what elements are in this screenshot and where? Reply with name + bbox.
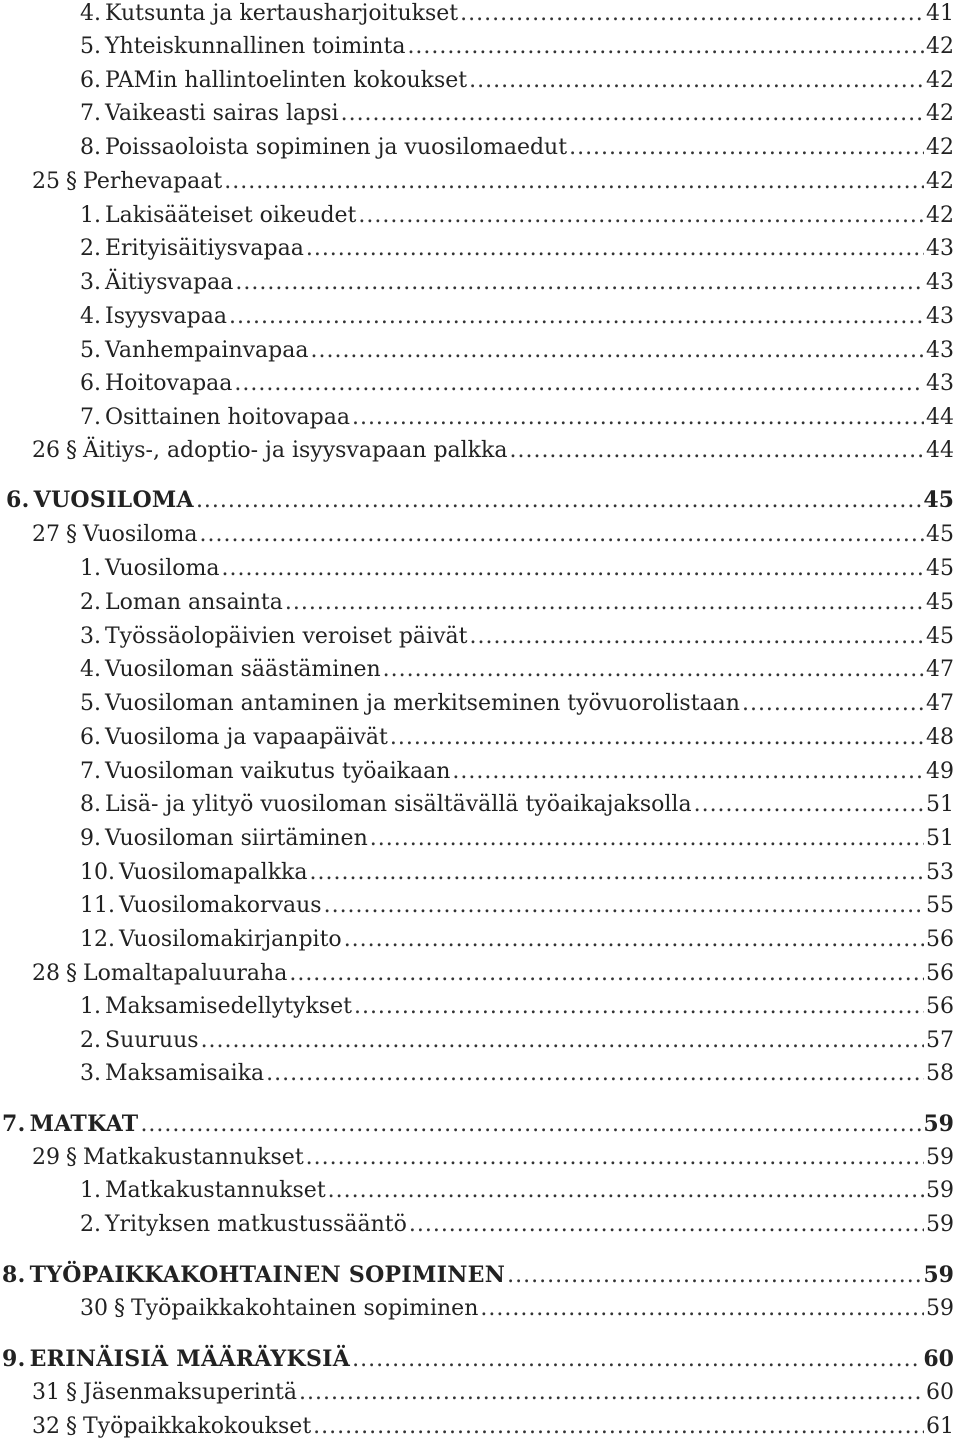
section-number: 28	[32, 961, 60, 986]
entry-title: Lomaltapaluuraha	[83, 961, 288, 986]
page-number: 42	[926, 135, 954, 160]
entry-title: Matkakustannukset	[105, 1178, 326, 1203]
dot-leader	[234, 367, 924, 401]
entry-number: 7.	[80, 759, 101, 784]
page-number: 60	[926, 1380, 954, 1405]
entry-number: 7.	[80, 101, 101, 126]
page-number: 49	[926, 759, 954, 784]
toc-entry	[0, 1208, 960, 1242]
page-number: 42	[926, 34, 954, 59]
entry-title: Lisä- ja ylityö vuosiloman sisältävällä työaikajaksolla	[105, 792, 692, 817]
dot-leader	[310, 856, 925, 890]
page-number: 43	[926, 338, 954, 363]
entry-number: 8.	[80, 135, 101, 160]
page-number: 57	[926, 1028, 954, 1053]
toc-section-entry	[0, 1376, 960, 1410]
entry-title: Yrityksen matkustussääntö	[105, 1212, 407, 1237]
entry-title: Vuosilomakirjanpito	[119, 927, 342, 952]
toc-entry-label	[80, 889, 322, 923]
entry-number: 4.	[80, 1, 101, 26]
entry-number: 2.	[80, 590, 101, 615]
entry-number: 7.	[2, 1111, 26, 1137]
toc-chapter-heading	[0, 1258, 960, 1292]
section-sign-icon: §	[66, 961, 77, 986]
page-number: 59	[923, 1262, 954, 1288]
toc-entry	[0, 923, 960, 957]
section-number: 29	[32, 1145, 60, 1170]
toc-entry-label	[80, 64, 467, 98]
toc-entry-label	[80, 266, 233, 300]
dot-leader	[328, 1174, 924, 1208]
dot-leader	[299, 1376, 924, 1410]
dot-leader	[358, 199, 924, 233]
toc-entry	[0, 721, 960, 755]
toc-entry-label	[80, 1024, 199, 1058]
toc-entry	[0, 367, 960, 401]
entry-title: Hoitovapaa	[105, 371, 233, 396]
dot-leader	[289, 957, 924, 991]
toc-entry-label	[80, 653, 381, 687]
entry-title: Kutsunta ja kertausharjoitukset	[105, 1, 459, 26]
entry-title: Työssäolopäivien veroiset päivät	[105, 624, 468, 649]
toc-entry	[0, 586, 960, 620]
toc-chapter-heading	[0, 483, 960, 517]
dot-leader	[354, 990, 924, 1024]
page-number: 53	[926, 860, 954, 885]
entry-number: 5.	[80, 691, 101, 716]
page-number: 41	[926, 1, 954, 26]
page-number: 43	[926, 236, 954, 261]
page-number: 59	[926, 1178, 954, 1203]
toc-entry-label	[80, 232, 304, 266]
page-number: 42	[926, 101, 954, 126]
toc-entry-label	[80, 367, 232, 401]
entry-number: 12.	[80, 927, 115, 952]
entry-title: Matkakustannukset	[83, 1145, 304, 1170]
dot-leader	[390, 721, 924, 755]
dot-leader	[352, 1343, 921, 1377]
entry-number: 10.	[80, 860, 115, 885]
toc-entry-label	[80, 131, 567, 165]
entry-number: 1.	[80, 1178, 101, 1203]
section-sign-icon: §	[114, 1296, 125, 1321]
dot-leader	[407, 30, 924, 64]
page-number: 58	[926, 1061, 954, 1086]
section-number: 27	[32, 522, 60, 547]
toc-entry	[0, 1057, 960, 1091]
toc-entry-label	[80, 788, 692, 822]
toc-chapter-heading	[0, 1342, 960, 1376]
section-number: 26	[32, 438, 60, 463]
page-number: 44	[926, 405, 954, 430]
entry-number: 6.	[80, 725, 101, 750]
toc-entry-label	[32, 1141, 304, 1175]
toc-entry	[0, 401, 960, 435]
page-number: 42	[926, 169, 954, 194]
toc-entry-label	[32, 434, 507, 468]
toc-entry-label	[80, 1174, 326, 1208]
entry-number: 8.	[2, 1262, 26, 1288]
toc-entry-label	[80, 1208, 407, 1242]
page-number: 47	[926, 657, 954, 682]
entry-title: Vuosiloman säästäminen	[105, 657, 381, 682]
dot-leader	[229, 300, 924, 334]
entry-number: 6.	[80, 371, 101, 396]
entry-number: 1.	[80, 994, 101, 1019]
page-number: 45	[926, 522, 954, 547]
entry-number: 3.	[80, 1061, 101, 1086]
page-number: 56	[926, 927, 954, 952]
page-number: 45	[926, 556, 954, 581]
entry-number: 2.	[80, 1028, 101, 1053]
entry-title: Vuosiloman siirtäminen	[105, 826, 368, 851]
entry-number: 5.	[80, 338, 101, 363]
toc-entry-label	[32, 957, 287, 991]
toc-entry	[0, 199, 960, 233]
toc-entry-label	[80, 687, 740, 721]
page-number: 61	[926, 1414, 954, 1439]
dot-leader	[694, 788, 924, 822]
page-number: 42	[926, 203, 954, 228]
page-number: 59	[926, 1296, 954, 1321]
toc-entry-label	[80, 401, 350, 435]
dot-leader	[224, 165, 924, 199]
entry-number: 9.	[2, 1346, 26, 1372]
page-number: 56	[926, 994, 954, 1019]
dot-leader	[469, 620, 924, 654]
toc-entry	[0, 788, 960, 822]
toc-section-entry	[0, 434, 960, 468]
entry-number: 11.	[80, 893, 115, 918]
toc-entry	[0, 266, 960, 300]
entry-number: 1.	[80, 203, 101, 228]
page-number: 55	[926, 893, 954, 918]
entry-number: 7.	[80, 405, 101, 430]
toc-entry	[0, 1174, 960, 1208]
dot-leader	[383, 653, 924, 687]
entry-number: 6.	[80, 68, 101, 93]
page-number: 45	[926, 624, 954, 649]
entry-title: VUOSILOMA	[33, 487, 194, 513]
toc-chapter-heading	[0, 1107, 960, 1141]
dot-leader	[341, 97, 924, 131]
entry-title: ERINÄISIÄ MÄÄRÄYKSIÄ	[29, 1346, 351, 1372]
entry-title: Suuruus	[105, 1028, 199, 1053]
toc-entry-label	[80, 199, 356, 233]
dot-leader	[480, 1292, 924, 1326]
entry-title: Vuosilomapalkka	[119, 860, 308, 885]
entry-title: Erityisäitiysvapaa	[105, 236, 304, 261]
entry-title: Osittainen hoitovapaa	[105, 405, 350, 430]
toc-entry-label	[80, 586, 283, 620]
entry-title: Poissaoloista sopiminen ja vuosilomaedut	[105, 135, 568, 160]
toc-section-entry	[0, 1141, 960, 1175]
toc-entry-label	[80, 721, 388, 755]
toc-entry-label	[32, 1410, 311, 1444]
toc-entry-label	[32, 1376, 297, 1410]
toc-entry-label	[2, 1342, 350, 1376]
dot-leader	[452, 755, 924, 789]
toc-entry-label	[80, 1292, 478, 1326]
entry-title: Maksamisedellytykset	[105, 994, 352, 1019]
page-number: 56	[926, 961, 954, 986]
page-number: 51	[926, 826, 954, 851]
page-number: 45	[923, 487, 954, 513]
section-number: 31	[32, 1380, 60, 1405]
entry-title: Yhteiskunnallinen toiminta	[105, 34, 406, 59]
entry-title: Perhevapaat	[83, 169, 223, 194]
toc-section-entry	[0, 957, 960, 991]
toc-entry-label	[80, 755, 450, 789]
page-number: 59	[926, 1145, 954, 1170]
dot-leader	[469, 64, 924, 98]
toc-entry-label	[80, 552, 219, 586]
toc-entry	[0, 131, 960, 165]
page-number: 42	[926, 68, 954, 93]
entry-title: Maksamisaika	[105, 1061, 265, 1086]
toc-entry	[0, 620, 960, 654]
toc-section-entry	[0, 518, 960, 552]
dot-leader	[370, 822, 924, 856]
page-number: 48	[926, 725, 954, 750]
entry-title: Työpaikkakokoukset	[83, 1414, 312, 1439]
dot-leader	[196, 484, 921, 518]
entry-number: 2.	[80, 236, 101, 261]
entry-title: Vuosilomakorvaus	[119, 893, 322, 918]
toc-entry-label	[80, 620, 467, 654]
entry-number: 3.	[80, 624, 101, 649]
page-number: 51	[926, 792, 954, 817]
page-number: 43	[926, 270, 954, 295]
dot-leader	[324, 889, 924, 923]
toc-entry-label	[32, 518, 197, 552]
dot-leader	[201, 1024, 924, 1058]
section-sign-icon: §	[66, 1414, 77, 1439]
toc-entry	[0, 687, 960, 721]
section-number: 30	[80, 1296, 108, 1321]
entry-title: Jäsenmaksuperintä	[83, 1380, 297, 1405]
toc-entry-label	[80, 990, 352, 1024]
entry-title: Vaikeasti sairas lapsi	[105, 101, 339, 126]
section-sign-icon: §	[66, 1145, 77, 1170]
dot-leader	[221, 552, 924, 586]
entry-number: 8.	[80, 792, 101, 817]
toc-entry	[0, 64, 960, 98]
toc-entry	[0, 1024, 960, 1058]
entry-number: 4.	[80, 657, 101, 682]
toc-entry-label	[2, 1258, 505, 1292]
dot-leader	[285, 586, 924, 620]
toc-section-entry	[0, 1410, 960, 1444]
toc-entry	[0, 300, 960, 334]
toc-entry	[0, 232, 960, 266]
dot-leader	[306, 232, 924, 266]
entry-title: MATKAT	[29, 1111, 139, 1137]
toc-entry-label	[80, 300, 227, 334]
entry-title: Työpaikkakohtainen sopiminen	[131, 1296, 479, 1321]
dot-leader	[460, 0, 924, 31]
toc-entry-label	[80, 923, 342, 957]
toc-entry-label	[80, 822, 368, 856]
entry-title: Vuosiloma ja vapaapäivät	[105, 725, 388, 750]
entry-title: Vuosiloman antaminen ja merkitseminen työvuorolistaan	[105, 691, 740, 716]
entry-title: PAMin hallintoelinten kokoukset	[105, 68, 468, 93]
entry-title: Lakisääteiset oikeudet	[105, 203, 357, 228]
entry-title: Vuosiloma	[83, 522, 198, 547]
toc-entry	[0, 30, 960, 64]
toc-entry-label	[80, 30, 405, 64]
dot-leader	[569, 131, 924, 165]
entry-title: Isyysvapaa	[105, 304, 227, 329]
section-sign-icon: §	[66, 438, 77, 463]
entry-number: 2.	[80, 1212, 101, 1237]
entry-title: Vuosiloma	[105, 556, 220, 581]
toc-entry-label	[80, 0, 458, 31]
section-number: 32	[32, 1414, 60, 1439]
toc-section-entry	[0, 1292, 960, 1326]
page-number: 45	[926, 590, 954, 615]
entry-title: Äitiys-, adoptio- ja isyysvapaan palkka	[83, 438, 508, 463]
toc-entry	[0, 334, 960, 368]
section-number: 25	[32, 169, 60, 194]
page-number: 47	[926, 691, 954, 716]
entry-number: 4.	[80, 304, 101, 329]
toc-entry	[0, 889, 960, 923]
entry-number: 9.	[80, 826, 101, 851]
toc-entry	[0, 653, 960, 687]
toc-entry	[0, 552, 960, 586]
toc-entry-label	[80, 856, 308, 890]
dot-leader	[344, 923, 924, 957]
dot-leader	[509, 434, 924, 468]
toc-entry-label	[6, 483, 194, 517]
toc-entry	[0, 990, 960, 1024]
section-sign-icon: §	[66, 169, 77, 194]
page-number: 59	[923, 1111, 954, 1137]
dot-leader	[742, 687, 924, 721]
dot-leader	[306, 1141, 924, 1175]
dot-leader	[409, 1208, 924, 1242]
page-number: 43	[926, 371, 954, 396]
entry-title: Vanhempainvapaa	[105, 338, 309, 363]
toc-entry-label	[80, 1057, 264, 1091]
page-number: 59	[926, 1212, 954, 1237]
page-number: 60	[923, 1346, 954, 1372]
dot-leader	[199, 518, 924, 552]
toc-entry	[0, 97, 960, 131]
page-number: 44	[926, 438, 954, 463]
entry-number: 5.	[80, 34, 101, 59]
entry-title: Vuosiloman vaikutus työaikaan	[105, 759, 451, 784]
dot-leader	[310, 334, 924, 368]
page-number: 43	[926, 304, 954, 329]
section-sign-icon: §	[66, 522, 77, 547]
entry-number: 6.	[6, 487, 30, 513]
toc-section-entry	[0, 165, 960, 199]
dot-leader	[313, 1410, 924, 1444]
toc-entry-label	[80, 334, 308, 368]
entry-number: 1.	[80, 556, 101, 581]
toc-entry	[0, 856, 960, 890]
toc-entry	[0, 0, 960, 31]
toc-entry-label	[80, 97, 339, 131]
toc-entry	[0, 822, 960, 856]
toc-entry-label	[2, 1107, 138, 1141]
section-sign-icon: §	[66, 1380, 77, 1405]
toc-entry	[0, 755, 960, 789]
entry-title: TYÖPAIKKAKOHTAINEN SOPIMINEN	[29, 1262, 506, 1288]
dot-leader	[235, 266, 924, 300]
entry-title: Äitiysvapaa	[105, 270, 234, 295]
dot-leader	[507, 1259, 921, 1293]
entry-number: 3.	[80, 270, 101, 295]
dot-leader	[352, 401, 924, 435]
dot-leader	[140, 1108, 921, 1142]
toc-entry-label	[32, 165, 222, 199]
dot-leader	[266, 1057, 924, 1091]
entry-title: Loman ansainta	[105, 590, 283, 615]
